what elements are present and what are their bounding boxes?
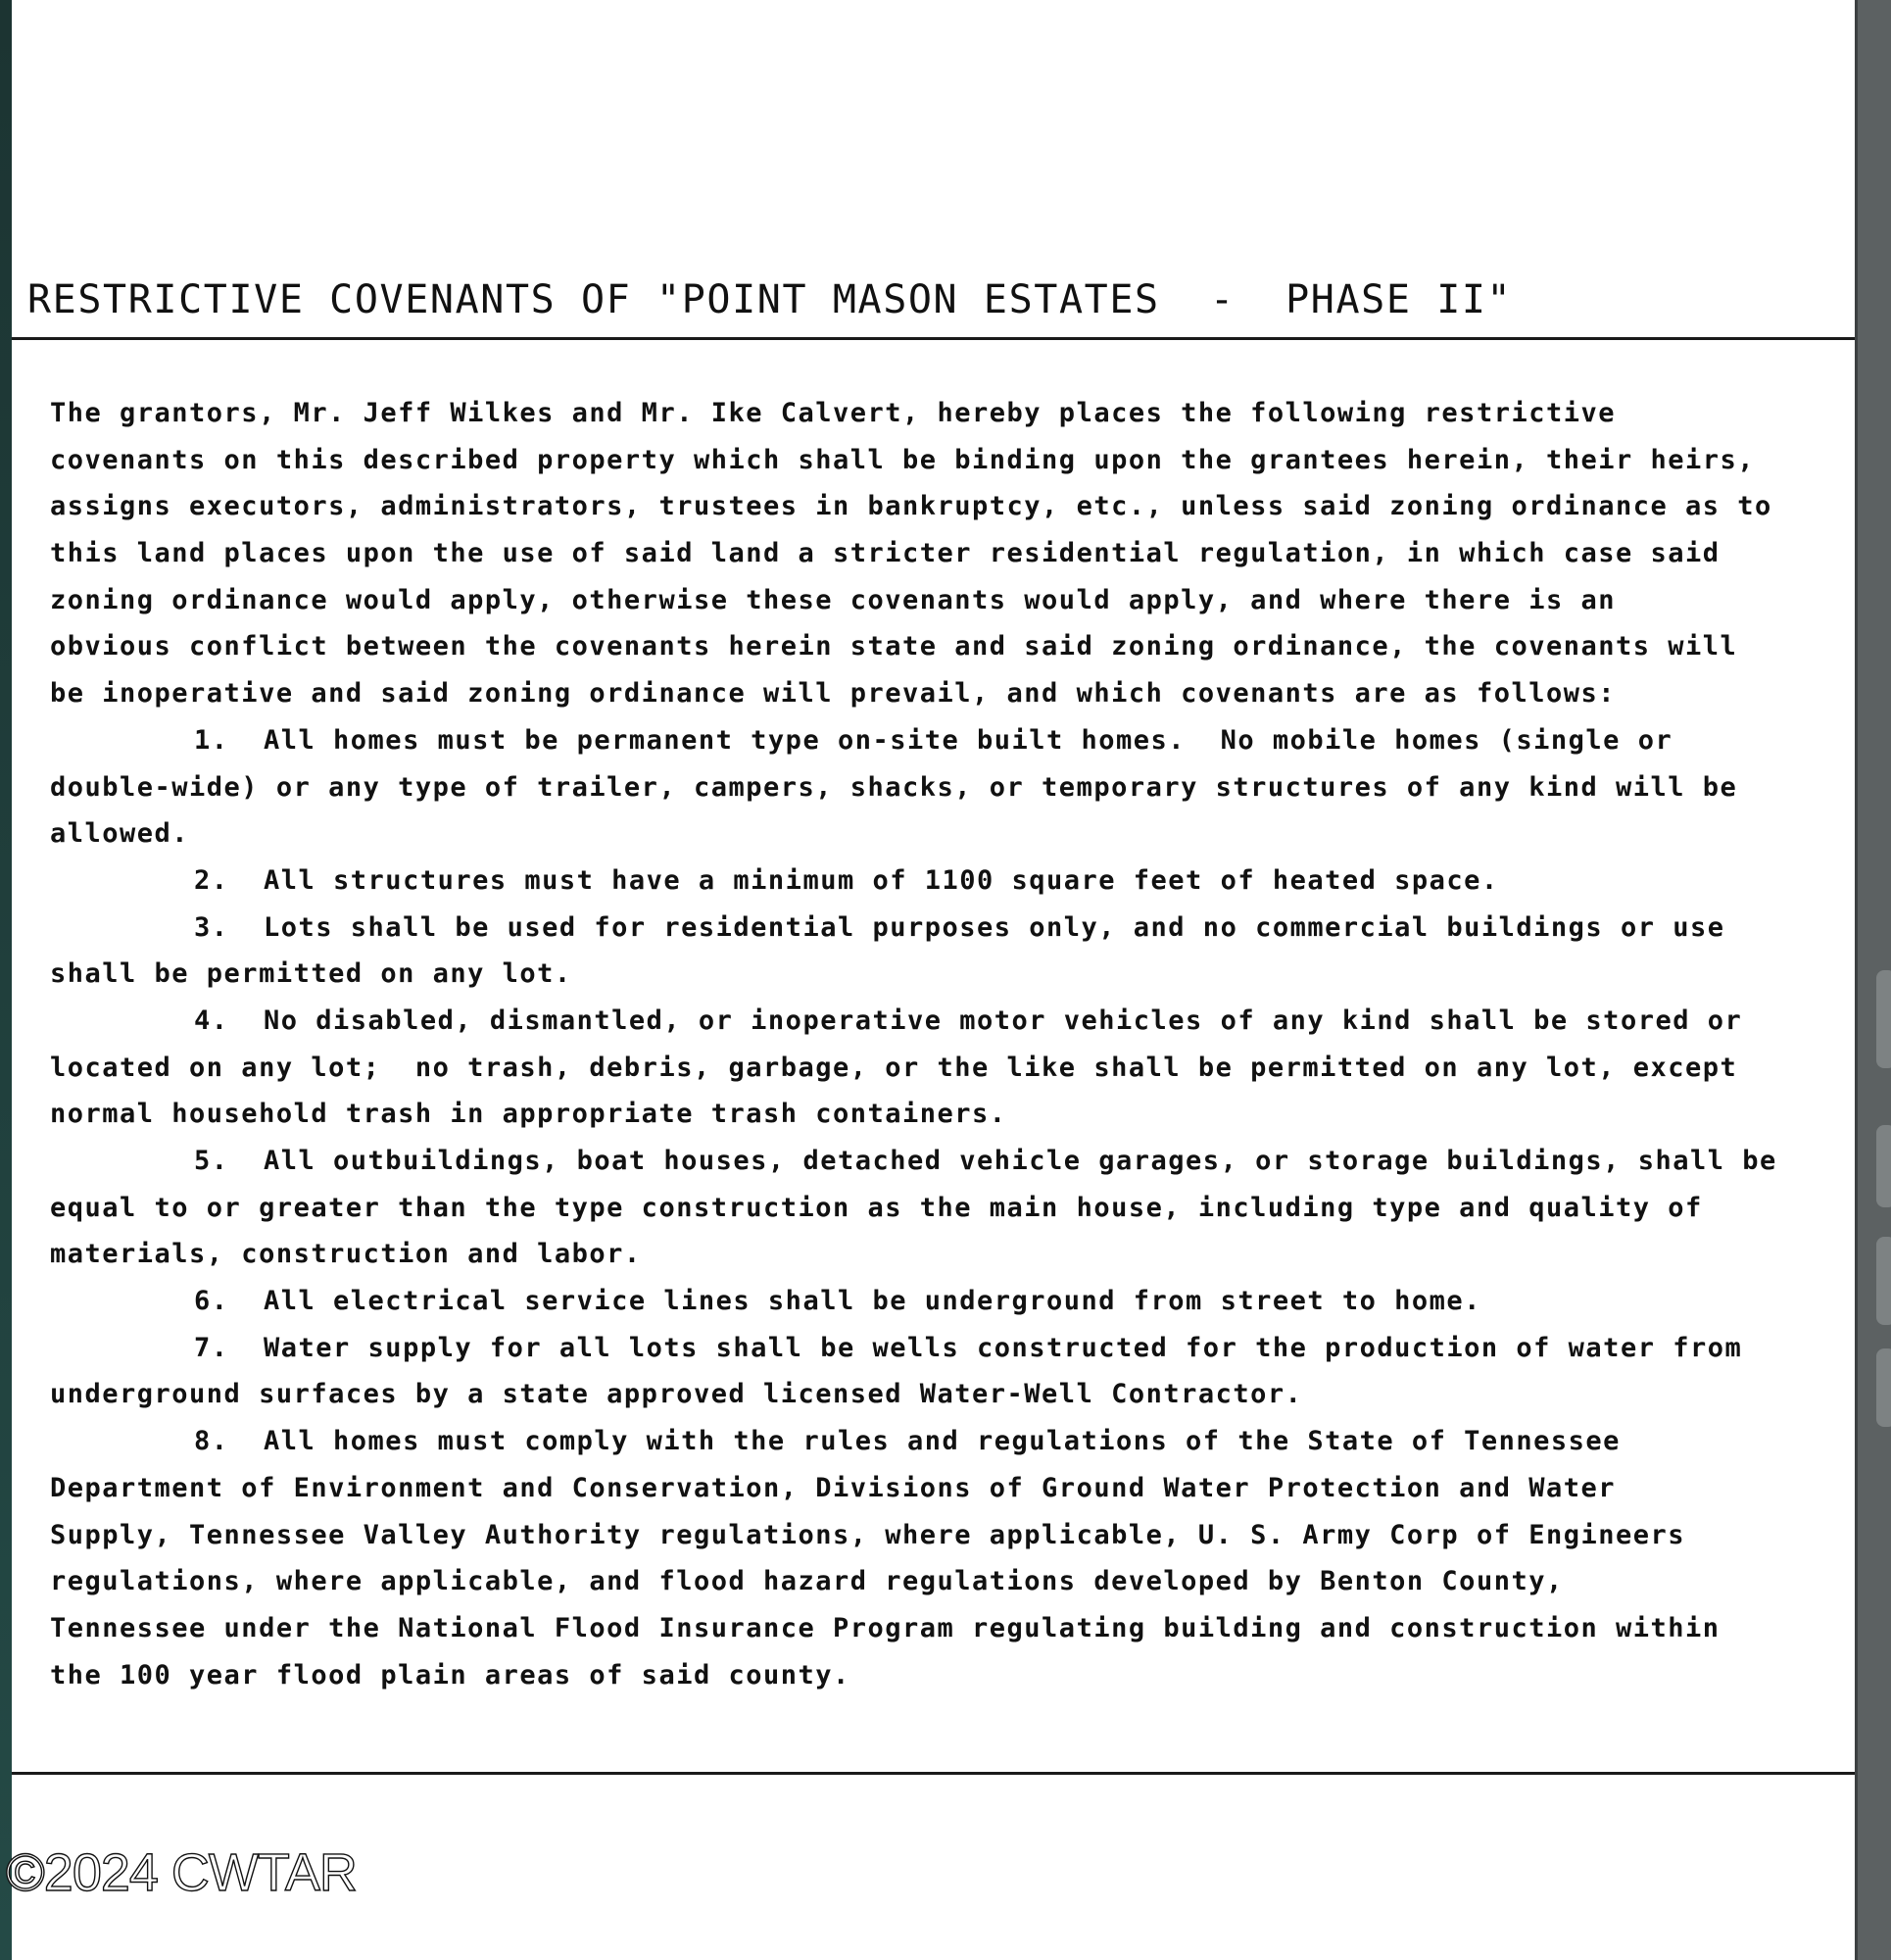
document-title: RESTRICTIVE COVENANTS OF "POINT MASON ESTATES - PHASE II" [27, 277, 1513, 322]
document-line: 7. Water supply for all lots shall be wells constructed for the production of water from [194, 1332, 1743, 1363]
document-line: assigns executors, administrators, trustees in bankruptcy, etc., unless said zoning ordinance as to [50, 491, 1772, 522]
document-line: zoning ordinance would apply, otherwise these covenants would apply, and where there is an [50, 584, 1616, 615]
document-line: Tennessee under the National Flood Insurance Program regulating building and construction within [50, 1612, 1721, 1643]
document-line: 1. All homes must be permanent type on-site built homes. No mobile homes (single or [194, 724, 1673, 756]
document-line: 8. All homes must comply with the rules and regulations of the State of Tennessee [194, 1426, 1621, 1457]
document-line: The grantors, Mr. Jeff Wilkes and Mr. Ike Calvert, hereby places the following restrictive [50, 398, 1616, 428]
document-line: 6. All electrical service lines shall be underground from street to home. [194, 1286, 1481, 1317]
document-line: regulations, where applicable, and flood hazard regulations developed by Benton County, [50, 1566, 1564, 1597]
document-line: Supply, Tennessee Valley Authority regulations, where applicable, U. S. Army Corp of Engineers [50, 1519, 1686, 1550]
document-line: normal household trash in appropriate trash containers. [50, 1099, 1007, 1130]
toolbar-button[interactable] [1876, 1237, 1891, 1325]
document-line: obvious conflict between the covenants herein state and said zoning ordinance, the covenants will [50, 631, 1738, 662]
top-rule [12, 337, 1855, 340]
document-line: 2. All structures must have a minimum of 1100 square feet of heated space. [194, 864, 1499, 896]
document-line: shall be permitted on any lot. [50, 958, 572, 990]
document-line: the 100 year flood plain areas of said county. [50, 1659, 850, 1690]
covenants-body [50, 390, 1777, 1698]
document-line: equal to or greater than the type construction as the main house, including type and quality of [50, 1192, 1703, 1223]
toolbar-button[interactable] [1876, 1125, 1891, 1207]
copyright-watermark: ©2024 CWTAR [6, 1843, 357, 1902]
document-line: underground surfaces by a state approved licensed Water-Well Contractor. [50, 1379, 1303, 1410]
document-line: covenants on this described property which shall be binding upon the grantees herein, their heirs, [50, 444, 1756, 475]
document-line: materials, construction and labor. [50, 1239, 642, 1270]
document-line: be inoperative and said zoning ordinance will prevail, and which covenants are as follows: [50, 678, 1616, 710]
document-line: 3. Lots shall be used for residential purposes only, and no commercial buildings or use [194, 911, 1725, 943]
document-line: located on any lot; no trash, debris, garbage, or the like shall be permitted on any lot, except [50, 1052, 1738, 1083]
document-line: 5. All outbuildings, boat houses, detached vehicle garages, or storage buildings, shall be [194, 1146, 1777, 1176]
bottom-rule [12, 1772, 1855, 1775]
document-line: 4. No disabled, dismantled, or inoperative motor vehicles of any kind shall be stored or [194, 1004, 1743, 1036]
document-line: double-wide) or any type of trailer, campers, shacks, or temporary structures of any kind will be [50, 771, 1738, 803]
document-line: this land places upon the use of said land a stricter residential regulation, in which case said [50, 538, 1721, 569]
toolbar-button[interactable] [1876, 970, 1891, 1068]
toolbar-button[interactable] [1876, 1348, 1891, 1427]
document-line: Department of Environment and Conservation, Divisions of Ground Water Protection and Water [50, 1472, 1616, 1503]
left-edge-strip [0, 0, 12, 1960]
document-line: allowed. [50, 818, 190, 850]
